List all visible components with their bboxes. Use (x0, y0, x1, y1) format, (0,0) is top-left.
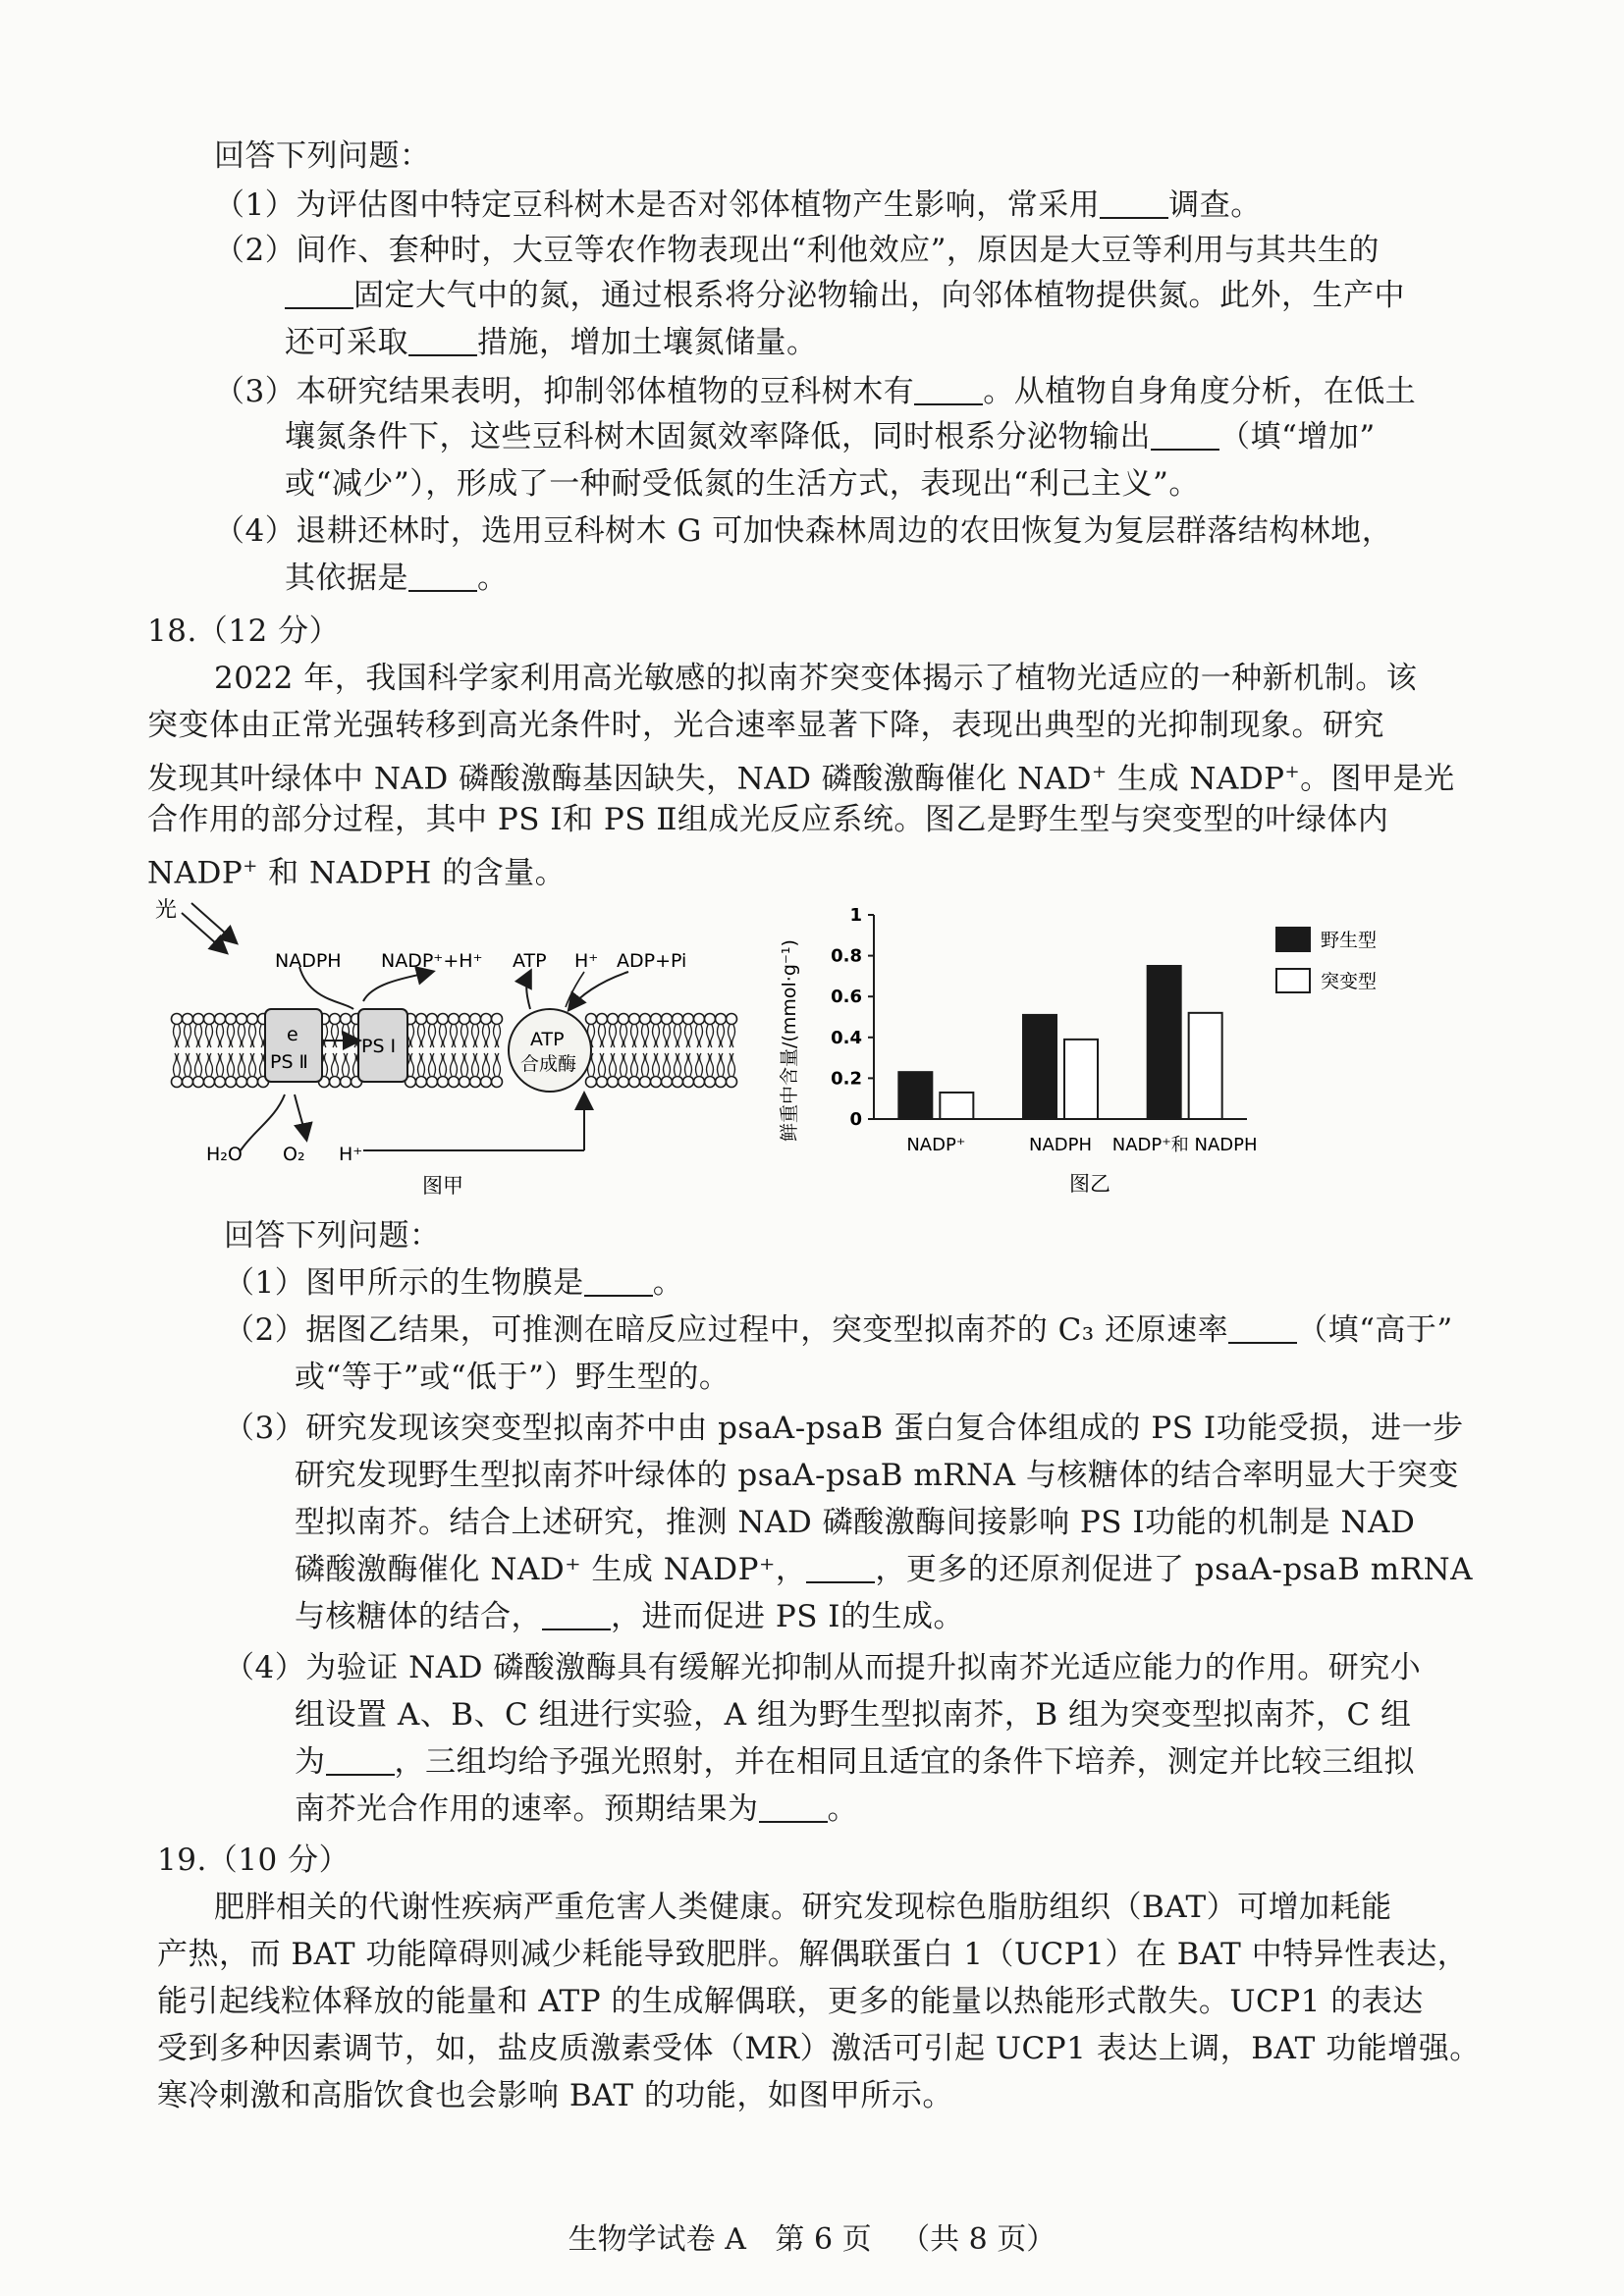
q17-part4-line2: 其依据是 。 (285, 561, 509, 596)
q18-part3-line5: 与核糖体的结合， ，进而促进 PS Ⅰ的生成。 (295, 1599, 965, 1634)
lipid-head (330, 1077, 341, 1088)
nadp-h-label: NADP⁺+H⁺ (381, 950, 483, 972)
lipid-head (341, 1014, 352, 1025)
y-tick-label: 0.8 (831, 945, 862, 967)
lipid-tail (195, 1025, 202, 1047)
q18-part2-line1: （2）据图乙结果，可推测在暗反应过程中，突变型拟南芥的 C₃ 还原速率 （填“高于” (224, 1312, 1453, 1348)
lipid-head (427, 1077, 438, 1088)
lipid-tail (631, 1025, 638, 1047)
lipid-tail (217, 1053, 224, 1076)
q18-stem-4: 合作用的部分过程，其中 PS Ⅰ和 PS Ⅱ组成光反应系统。图乙是野生型与突变型的叶绿体内 (147, 802, 1389, 837)
lipid-tail (249, 1025, 256, 1047)
lipid-head (183, 1014, 193, 1025)
lipid-head (193, 1077, 204, 1088)
answer-blank[interactable] (1100, 187, 1168, 219)
q19-stem-2: 产热，而 BAT 功能障碍则减少耗能导致肥胖。解偶联蛋白 1（UCP1）在 BAT 中特异性表达， (157, 1937, 1469, 1972)
lipid-tail (483, 1025, 490, 1047)
lipid-head (608, 1014, 619, 1025)
lipid-tail (610, 1053, 617, 1076)
lipid-head (597, 1014, 608, 1025)
legend-swatch (1276, 928, 1310, 951)
lipid-tail (332, 1053, 339, 1076)
lipid-tail (332, 1025, 339, 1047)
lipid-head (438, 1014, 449, 1025)
x-tick-label: NADPH (1028, 1135, 1093, 1155)
lipid-head (629, 1014, 640, 1025)
lipid-tail (217, 1025, 224, 1047)
lipid-tail (483, 1053, 490, 1076)
atp-synthase-label1: ATP (530, 1029, 565, 1050)
q17-intro: 回答下列问题： (214, 138, 431, 174)
lipid-tail (440, 1053, 447, 1076)
lipid-head (226, 1077, 237, 1088)
answer-blank[interactable] (285, 278, 353, 309)
q18-stem-2: 突变体由正常光强转移到高光条件时，光合速率显著下降，表现出典型的光抑制现象。研究 (147, 708, 1384, 743)
lipid-head (237, 1014, 247, 1025)
lipid-head (492, 1077, 503, 1088)
q18-questions-intro: 回答下列问题： (224, 1218, 441, 1254)
lipid-head (629, 1077, 640, 1088)
lipid-head (716, 1014, 727, 1025)
lipid-tail (653, 1053, 660, 1076)
lipid-tail (494, 1025, 501, 1047)
lipid-head (247, 1014, 258, 1025)
lipid-head (449, 1014, 460, 1025)
y-tick-label: 1 (849, 905, 862, 926)
lipid-tail (249, 1053, 256, 1076)
lipid-head (449, 1077, 460, 1088)
atp-synthase-label2: 合成酶 (520, 1053, 577, 1075)
lipid-head (204, 1014, 215, 1025)
x-tick-label: NADP⁺和 NADPH (1111, 1135, 1258, 1155)
lipid-head (683, 1077, 694, 1088)
figure-b-bar-chart (766, 893, 1394, 1198)
lipid-tail (174, 1025, 181, 1047)
lipid-tail (343, 1053, 350, 1076)
lipid-head (470, 1077, 481, 1088)
light-label: 光 (155, 898, 178, 923)
q18-part2-line2: 或“等于”或“低于”）野生型的。 (295, 1360, 731, 1395)
y-axis-label: 鲜重中含量/(mmol·g⁻¹) (779, 939, 800, 1142)
y-tick-label: 0.4 (831, 1027, 862, 1048)
lipid-tail (429, 1053, 436, 1076)
answer-blank[interactable] (542, 1599, 611, 1630)
lipid-tail (599, 1053, 606, 1076)
lipid-head (619, 1077, 629, 1088)
bar-wild-type (1023, 1015, 1056, 1119)
q19-stem-3: 能引起线粒体释放的能量和 ATP 的生成解偶联，更多的能量以热能形式散失。UCP1 的表达 (157, 1984, 1424, 2019)
legend-label: 突变型 (1321, 971, 1378, 992)
page-footer (0, 2220, 1624, 2260)
lipid-tail (675, 1025, 681, 1047)
footer-page: 第 6 页 (775, 2222, 872, 2257)
lipid-head (460, 1014, 470, 1025)
lipid-head (683, 1014, 694, 1025)
figure-a-caption: 图甲 (422, 1174, 463, 1198)
answer-blank[interactable] (326, 1744, 395, 1776)
lipid-tail (685, 1025, 692, 1047)
atp-synthase (509, 1009, 591, 1092)
atp-label: ATP (513, 950, 547, 972)
lipid-tail (718, 1025, 725, 1047)
lipid-tail (621, 1053, 627, 1076)
lipid-tail (729, 1025, 735, 1047)
lipid-head (481, 1077, 492, 1088)
q18-stem-5: NADP+ 和 NADPH 的含量。 (147, 855, 567, 891)
lipid-tail (494, 1053, 501, 1076)
adp-pi-label: ADP+Pi (617, 950, 687, 972)
bar-wild-type (1148, 966, 1181, 1119)
x-tick-label: NADP⁺ (906, 1135, 966, 1155)
q19-stem-1: 肥胖相关的代谢性疾病严重危害人类健康。研究发现棕色脂肪组织（BAT）可增加耗能 (214, 1890, 1392, 1925)
lipid-head (694, 1077, 705, 1088)
o2-label: O₂ (283, 1144, 305, 1165)
q18-stem-3: 发现其叶绿体中 NAD 磷酸激酶基因缺失，NAD 磷酸激酶催化 NAD+ 生成 NADP+。图甲是光 (147, 761, 1455, 797)
q17-part1: （1）为评估图中特定豆科树木是否对邻体植物产生影响，常采用 调查。 (214, 187, 1262, 223)
answer-blank[interactable] (408, 325, 477, 356)
q18-heading: 18.（12 分） (147, 614, 341, 649)
lipid-head (237, 1077, 247, 1088)
lipid-head (492, 1014, 503, 1025)
lipid-tail (696, 1025, 703, 1047)
lipid-head (673, 1014, 683, 1025)
lipid-tail (343, 1025, 350, 1047)
q19-heading: 19.（10 分） (157, 1842, 351, 1878)
lipid-tail (610, 1025, 617, 1047)
q18-part4-line3: 为 ，三组均给予强光照射，并在相同且适宜的条件下培养，测定并比较三组拟 (295, 1744, 1415, 1780)
lipid-tail (239, 1053, 245, 1076)
answer-blank[interactable] (759, 1791, 828, 1823)
lipid-tail (621, 1025, 627, 1047)
lipid-tail (418, 1053, 425, 1076)
q17-part2-line3: 还可采取 措施，增加土壤氮储量。 (285, 325, 818, 360)
bar-mutant (940, 1093, 973, 1119)
bar-wild-type (898, 1072, 932, 1119)
lipid-head (481, 1014, 492, 1025)
nadph-label: NADPH (275, 950, 342, 972)
lipid-tail (451, 1025, 458, 1047)
e-label: e (287, 1024, 298, 1045)
lipid-head (183, 1077, 193, 1088)
answer-blank[interactable] (1151, 419, 1219, 451)
lipid-tail (642, 1025, 649, 1047)
lipid-head (608, 1077, 619, 1088)
lipid-head (727, 1014, 737, 1025)
y-tick-label: 0.2 (831, 1068, 862, 1090)
q19-stem-4: 受到多种因素调节，如，盐皮质激素受体（MR）激活可引起 UCP1 表达上调，BAT 功能增强。 (157, 2031, 1481, 2066)
lipid-tail (696, 1053, 703, 1076)
h2o-label: H₂O (206, 1144, 243, 1165)
lipid-tail (675, 1053, 681, 1076)
lipid-tail (707, 1025, 714, 1047)
lipid-head (460, 1077, 470, 1088)
answer-blank[interactable] (806, 1552, 875, 1583)
lipid-tail (440, 1025, 447, 1047)
lipid-head (619, 1014, 629, 1025)
lipid-tail (664, 1053, 671, 1076)
q17-part3-line1: （3）本研究结果表明，抑制邻体植物的豆科树木有 。从植物自身角度分析，在低土 (214, 374, 1417, 409)
lipid-head (215, 1077, 226, 1088)
lipid-tail (664, 1025, 671, 1047)
lipid-tail (599, 1025, 606, 1047)
lipid-head (662, 1014, 673, 1025)
q18-part4-line2: 组设置 A、B、C 组进行实验，A 组为野生型拟南芥，B 组为突变型拟南芥，C 组 (295, 1697, 1412, 1733)
figure-b-caption: 图乙 (1069, 1172, 1110, 1196)
q18-stem-1: 2022 年，我国科学家利用高光敏感的拟南芥突变体揭示了植物光适应的一种新机制。该 (214, 661, 1418, 696)
legend-label: 野生型 (1321, 930, 1378, 951)
lipid-head (470, 1014, 481, 1025)
lipid-head (694, 1014, 705, 1025)
lipid-head (586, 1014, 597, 1025)
lipid-tail (206, 1025, 213, 1047)
lipid-tail (718, 1053, 725, 1076)
answer-blank[interactable] (1228, 1312, 1297, 1344)
lipid-head (204, 1077, 215, 1088)
lipid-head (651, 1077, 662, 1088)
h-plus-label: H⁺ (574, 950, 599, 972)
q18-part3-line2: 研究发现野生型拟南芥叶绿体的 psaA-psaB mRNA 与核糖体的结合率明显大于突变 (295, 1458, 1459, 1493)
lipid-tail (461, 1025, 468, 1047)
lipid-head (416, 1077, 427, 1088)
lipid-head (662, 1077, 673, 1088)
lipid-head (226, 1014, 237, 1025)
lipid-tail (185, 1053, 191, 1076)
bar-mutant (1064, 1040, 1098, 1119)
lipid-head (427, 1014, 438, 1025)
lipid-tail (631, 1053, 638, 1076)
lipid-tail (195, 1053, 202, 1076)
q18-part4-line1: （4）为验证 NAD 磷酸激酶具有缓解光抑制从而提升拟南芥光适应能力的作用。研究小 (224, 1650, 1422, 1685)
lipid-head (193, 1014, 204, 1025)
q17-part3-line3: 或“减少”），形成了一种耐受低氮的生活方式，表现出“利己主义”。 (285, 466, 1200, 502)
bar-mutant (1189, 1013, 1222, 1119)
lipid-head (651, 1014, 662, 1025)
footer-subject: 生物学试卷 A (568, 2222, 746, 2257)
lipid-head (172, 1014, 183, 1025)
q19-stem-5: 寒冷刺激和高脂饮食也会影响 BAT 的功能，如图甲所示。 (157, 2078, 953, 2113)
ps1-label: PS Ⅰ (361, 1036, 397, 1057)
lipid-head (416, 1014, 427, 1025)
lipid-head (438, 1077, 449, 1088)
lipid-head (705, 1014, 716, 1025)
lipid-tail (451, 1053, 458, 1076)
lipid-tail (729, 1053, 735, 1076)
y-tick-label: 0.6 (831, 987, 862, 1008)
lipid-head (640, 1077, 651, 1088)
lipid-tail (685, 1053, 692, 1076)
legend-swatch (1276, 969, 1310, 992)
lipid-tail (239, 1025, 245, 1047)
lipid-head (597, 1077, 608, 1088)
lipid-head (247, 1077, 258, 1088)
lipid-tail (653, 1025, 660, 1047)
q17-part2-line1: （2）间作、套种时，大豆等农作物表现出“利他效应”，原因是大豆等利用与其共生的 (214, 233, 1380, 268)
lipid-tail (228, 1053, 235, 1076)
h-plus-bottom-label: H⁺ (339, 1144, 363, 1165)
q18-part3-line3: 型拟南芥。结合上述研究，推测 NAD 磷酸激酶间接影响 PS Ⅰ功能的机制是 NAD (295, 1505, 1416, 1540)
q18-part3-line4: 磷酸激酶催化 NAD⁺ 生成 NADP⁺， ，更多的还原剂促进了 psaA-psaB mRNA (295, 1552, 1473, 1587)
lipid-tail (429, 1025, 436, 1047)
q18-part3-line1: （3）研究发现该突变型拟南芥中由 psaA-psaB 蛋白复合体组成的 PS Ⅰ功能受损，进一步 (224, 1411, 1464, 1446)
figure-a-thylakoid-diagram (137, 893, 825, 1198)
lipid-head (640, 1014, 651, 1025)
q17-part2-line2: 固定大气中的氮，通过根系将分泌物输出，向邻体植物提供氮。此外，生产中 (285, 273, 1405, 318)
lipid-tail (418, 1025, 425, 1047)
lipid-tail (228, 1025, 235, 1047)
lipid-tail (174, 1053, 181, 1076)
y-tick-label: 0 (849, 1109, 862, 1130)
lipid-head (705, 1077, 716, 1088)
lipid-tail (707, 1053, 714, 1076)
footer-total: （共 8 页） (900, 2222, 1056, 2257)
lipid-head (727, 1077, 737, 1088)
lipid-head (586, 1077, 597, 1088)
lipid-tail (642, 1053, 649, 1076)
answer-blank[interactable] (914, 374, 983, 405)
q18-part4-line4: 南芥光合作用的速率。预期结果为 。 (295, 1791, 858, 1827)
lipid-head (716, 1077, 727, 1088)
lipid-head (172, 1077, 183, 1088)
q18-part1: （1）图甲所示的生物膜是 。 (224, 1265, 684, 1301)
answer-blank[interactable] (584, 1265, 653, 1297)
lipid-tail (185, 1025, 191, 1047)
lipid-tail (461, 1053, 468, 1076)
lipid-head (215, 1014, 226, 1025)
lipid-head (673, 1077, 683, 1088)
lipid-tail (472, 1053, 479, 1076)
answer-blank[interactable] (408, 561, 477, 592)
membrane-bilayer (172, 1014, 737, 1088)
lipid-tail (472, 1025, 479, 1047)
ps2-label: PS Ⅱ (270, 1051, 308, 1073)
lipid-tail (206, 1053, 213, 1076)
q17-part3-line2: 壤氮条件下，这些豆科树木固氮效率降低，同时根系分泌物输出 （填“增加” (285, 419, 1376, 454)
lipid-head (330, 1014, 341, 1025)
lipid-head (341, 1077, 352, 1088)
q17-part4-line1: （4）退耕还林时，选用豆科树木 G 可加快森林周边的农田恢复为复层群落结构林地， (214, 513, 1393, 549)
